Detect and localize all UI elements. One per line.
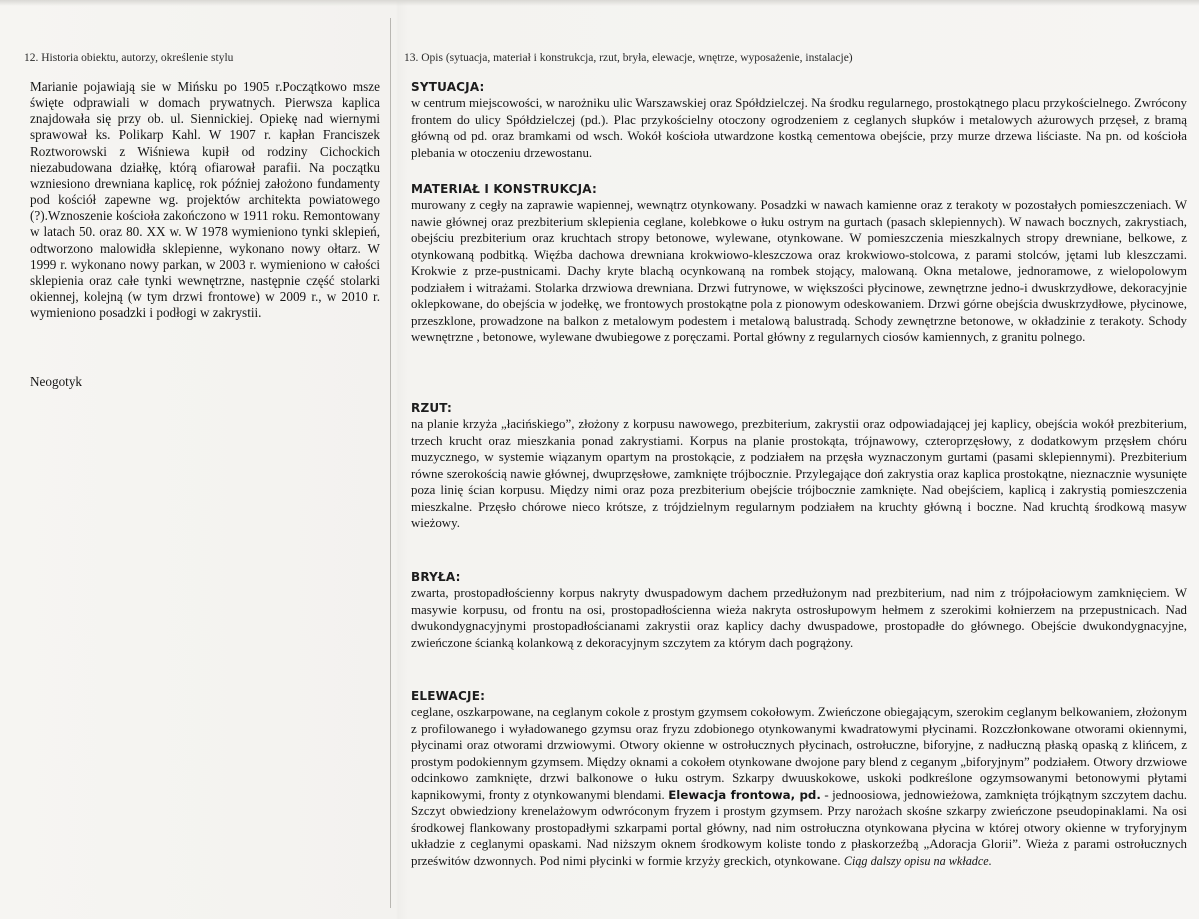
elevation-text-part1: ceglane, oszkarpowane, na ceglanym cokole z prostym gzymsem cokołowym. Zwieńczone obiegającym, szerokim ceglanym belkowaniem, złożonym z profilowanego i wyładowanego gzymsu oraz fryzu zdobionego otynkowanymi kwadratowymi płycinami. Rozczłonkowane otworami okiennymi, płycinami oraz otworami drzwiowymi. Otwory okienne w ostrołucznych płycinach, ostrołuczne, biforyjne, z nadłuczną płaską opaską z klińcem, z prostym podokiennym gzymsem. Między oknami a cokołem otynkowane dwojone pary blend z ceganym „biforyjnym” podziałem. Otwory drzwiowe odcinkowo zamknięte, drzwi balkonowe o łuku ostrym. Szkarpy dwuuskokowe, uskoki podkreślone ogzymsowanymi betonowymi płytami kapnikowymi, fronty z otynkowanymi blendami. — [411, 705, 1187, 802]
mass-heading: BRYŁA: — [411, 570, 461, 584]
mass-section — [411, 570, 1187, 651]
situation-text: w centrum miejscowości, w narożniku ulic Warszawskiej oraz Spółdzielczej. Na środku regularnego, prostokątnego placu przykościelnego. Zwrócony frontem do ulicy Spółdzielczej (pd.). Plac przykościelny otoczony ogrodzeniem z ceglanych słupków i metalowych ażurowych przęseł, z bramą główną od pd. oraz bramkami od wsch. Wokół kościoła utwardzone kostką cementowa obejście, przy murze drzewa liściaste. Na pn. od kościoła plebania w otoczeniu drzewostanu. — [411, 96, 1187, 160]
material-text: murowany z cegły na zaprawie wapiennej, wewnątrz otynkowany. Posadzki w nawach kamienne oraz z terakoty w pozostałych pomieszczeniach. W nawie głównej oraz prezbiterium sklepienia ceglane, kolebkowe o łuku ostrym na gurtach (pasach sklepiennych). W nawach bocznych, zakrystiach, obejściu prezbiterium oraz kruchtach stropy betonowe, wylewane, otynkowane. W pomieszczenia mieszkalnych stropy drewniane, belkowe, z otynkowaną podbitką. Więźba dachowa drewniana krokwiowo-kleszczowa oraz krokwiowo-stolcowa, z parami stolców, jętami lub kleszczami. Krokwie z prze-pustnicami. Dachy kryte blachą ocynkowaną na rombek stojący, malowaną. Okna metalowe, jednoramowe, z wielopolowym podziałem i witrażami. Stolarka drzwiowa drewniana. Drzwi futrynowe, w większości płycinowe, zewnętrzne jedno-i dwuskrzydłowe, dekoracyjnie oklepkowane, do obejścia w jodełkę, we frontowych prostokątne pola z pionowym odeskowaniem. Drzwi górne obejścia dwuskrzydłowe, płycinowe, przeszklone, prowadzone na balkon z metalowym podestem i metalową balustradą. Schody zewnętrzne betonowe, w okładzinie z terakoty. Schody wewnętrzne , betonowe, wylewane dwubiegowe z poręczami. Portal główny z regularnych ciosów kamiennych, z granitu polnego. — [411, 198, 1187, 344]
continuation-note: Ciąg dalszy opisu na wkładce. — [843, 853, 992, 868]
plan-heading: RZUT: — [411, 401, 453, 415]
situation-section — [411, 80, 1187, 161]
elevation-text — [411, 704, 1187, 869]
paper-edge-shadow — [0, 0, 1199, 6]
plan-section — [411, 401, 1187, 532]
elevation-text-part2: - jednoosiowa, jednowieżowa, zamknięta trójkątnym szczytem dachu. Szczyt obwiedziony krenelażowym odwróconym fryzem i prostym gzymsem. Przy narożach skośne szkarpy zwieńczone pseudopinaklami. Na osi środkowej flankowany prostopadłymi szkarpami portal główny, nad nim ostrołuczna otynkowana płycina w której otwory okienne w tryforyjnym układzie z ceglanymi opaskami. Nad niższym oknem środkowym koliste tondo z płaskorzeźbą „Adoracja Glorii”. Wieża z parami ostrołucznych prześwitów dzwonnych. Pod nimi płycinki w formie krzyży greckich, otynkowane. — [411, 787, 1187, 868]
elevation-section — [411, 689, 1187, 869]
material-section — [411, 182, 1187, 346]
situation-heading: SYTUACJA: — [411, 80, 485, 94]
mass-text: zwarta, prostopadłościenny korpus nakryty dwuspadowym dachem przedłużonym nad prezbiterium, nad nim z trójpołaciowym zamknięciem. W masywie korpusu, od frontu na osi, prostopadłościenna wieża nakryta ostrosłupowym hełmem z szerokimi kołnierzem na przepustnicach. Nad dwukondygnacyjnymi prostopadłościanami zakrystii oraz kaplicy dachy dwuspadowe, prostopadłe do głównego. Obejście dwukondygnacyjne, zwieńczone ścianką kolankową z dekoracyjnym szczytem za którym dach pogrążony. — [411, 586, 1187, 650]
front-elevation-label: Elewacja frontowa, pd. — [668, 787, 821, 802]
plan-text: na planie krzyża „łacińskiego”, złożony z korpusu nawowego, prezbiterium, zakrystii oraz odpowiadającej jej kaplicy, obejścia wokół prezbiterium, trzech krucht oraz mieszkania ponad zakrystiami. Korpus na planie prostokąta, trójnawowy, czteroprzęsłowy, z dodatkowym przęsłem chóru muzycznego, w systemie wiązanym opartym na prostokącie, z podziałem na przęsła wyznaczonym gurtami (pasami sklepiennymi). Prezbiterium równe szerokością nawie głównej, dwuprzęsłowe, zamknięte trójbocznie. Przylegające doń zakrystia oraz kaplica prostokątne, nieznacznie wysunięte poza linię ścian korpusu. Między nimi oraz poza prezbiterium obejście trójbocznie zamknięte. Nad obejściem, kaplicą i zakrystią pomieszczenia mieszkalne. Przęsło chórowe nieco krótsze, z trójdzielnym regularnym podziałem na kruchty główną i boczne. Nad kruchtą środkową masyw wieżowy. — [411, 417, 1187, 530]
column-divider — [390, 18, 391, 908]
history-text: Marianie pojawiają sie w Mińsku po 1905 r.Początkowo msze święte odprawiali w domach prywatnych. Pierwsza kaplica znajdowała się przy ob. ul. Siennickiej. Opiekę nad wiernymi sprawował ks. Polikarp Kahl. W 1907 r. kapłan Franciszek Roztworowski z Wiśniewa kupił od rodziny Cichockich niezabudowana działkę, którą ofiarował parafii. Na początku wzniesiono drewniana kaplicę, rok później założono fundamenty pod kościół zapewne wg. projektów architekta powiatowego (?).Wznoszenie kościoła zakończono w 1911 roku. Remontowany w latach 50. oraz 80. XX w. W 1978 wymieniono tynki sklepień, odtworzono malowidła sklepienne, wykonano nowy ołtarz. W 1999 r. wykonano nowy parkan, w 2003 r. wymieniono w całości sklepienia oraz całe tynki wewnętrzne, następnie część stolarki okiennej, kolejną (w tym drzwi frontowe) w 2009 r., w 2010 r. wymieniono posadzki i podłogi w zakrystii. — [30, 79, 380, 321]
style-value: Neogotyk — [30, 374, 83, 389]
description-section-header: 13. Opis (sytuacja, materiał i konstrukcja, rzut, bryła, elewacje, wnętrze, wyposażenie, instalacje) — [404, 52, 853, 64]
elevation-heading: ELEWACJE: — [411, 689, 486, 703]
history-section-header: 12. Historia obiektu, autorzy, określenie stylu — [24, 52, 234, 64]
material-heading: MATERIAŁ I KONSTRUKCJA: — [411, 182, 597, 196]
